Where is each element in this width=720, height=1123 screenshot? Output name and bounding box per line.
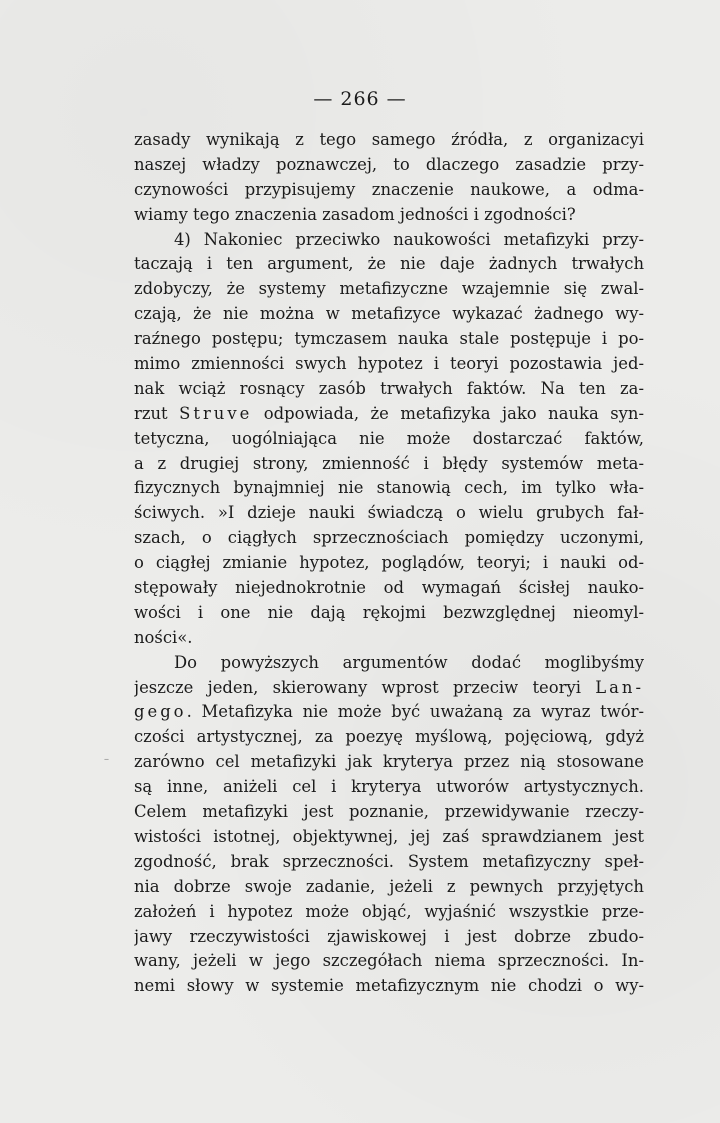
text-line bbox=[134, 700, 644, 725]
text-line bbox=[134, 576, 644, 601]
text-line bbox=[134, 402, 644, 427]
text-line-content: o ciągłej zmianie hypotez, poglądów, teoryi; i nauki od- bbox=[134, 553, 644, 573]
text-line-content: szach, o ciągłych sprzecznościach pomiędzy uczonymi, bbox=[134, 528, 644, 548]
text-line bbox=[134, 128, 644, 153]
text-line-content: rzut bbox=[134, 403, 180, 423]
text-line bbox=[134, 327, 644, 352]
text-line-content: ności«. bbox=[134, 627, 193, 647]
text-line-content: odpowiada, że metafizyka jako nauka syn- bbox=[252, 403, 644, 423]
text-line-content: mimo zmienności swych hypotez i teoryi pozostawia jed- bbox=[134, 354, 644, 374]
text-line-content: tetyczna, uogólniająca nie może dostarczać faktów, bbox=[134, 428, 644, 448]
text-line-content: nak wciąż rosnący zasób trwałych faktów. Na ten za- bbox=[134, 378, 644, 398]
text-line-content: wości i one nie dają rękojmi bezwzględnej nieomyl- bbox=[134, 602, 644, 622]
spaced-name: gego bbox=[134, 702, 187, 722]
text-line bbox=[134, 676, 644, 701]
text-line bbox=[134, 501, 644, 526]
text-line bbox=[134, 352, 644, 377]
text-line-content: Do powyższych argumentów dodać moglibyśmy bbox=[174, 652, 644, 672]
text-line-content: a z drugiej strony, zmienność i błędy systemów meta- bbox=[134, 453, 644, 473]
text-line-content: ściwych. »I dzieje nauki świadczą o wielu grubych fał- bbox=[134, 503, 644, 523]
text-line bbox=[134, 725, 644, 750]
text-line bbox=[134, 252, 644, 277]
text-line bbox=[134, 228, 644, 253]
text-line bbox=[134, 750, 644, 775]
text-line-content: raźnego postępu; tymczasem nauka stale postępuje i po- bbox=[134, 329, 644, 349]
text-line bbox=[134, 601, 644, 626]
text-line bbox=[134, 302, 644, 327]
text-line-content: nemi słowy w systemie metafizycznym nie chodzi o wy- bbox=[134, 976, 644, 996]
text-line bbox=[134, 526, 644, 551]
margin-mark: – bbox=[104, 754, 109, 765]
body-text bbox=[134, 128, 644, 999]
text-line bbox=[134, 153, 644, 178]
text-line bbox=[134, 377, 644, 402]
text-line-content: . Metafizyka nie może być uważaną za wyraz twór- bbox=[186, 702, 644, 722]
text-line bbox=[134, 626, 644, 651]
text-line bbox=[134, 427, 644, 452]
text-line-content: taczają i ten argument, że nie daje żadnych trwałych bbox=[134, 254, 644, 274]
text-line-content: wany, jeżeli w jego szczegółach niema sprzeczności. In- bbox=[134, 951, 644, 971]
text-line-content: jeszcze jeden, skierowany wprost przeciw teoryi bbox=[134, 677, 596, 697]
text-line bbox=[134, 452, 644, 477]
text-line-content: Celem metafizyki jest poznanie, przewidywanie rzeczy- bbox=[134, 802, 644, 822]
text-line-content: zasady wynikają z tego samego źródła, z organizacyi bbox=[134, 130, 644, 149]
text-line-content: zarówno cel metafizyki jak kryterya przez nią stosowane bbox=[134, 752, 644, 772]
text-line bbox=[134, 925, 644, 950]
text-line-content: czynowości przypisujemy znaczenie naukowe, a odma- bbox=[134, 179, 644, 199]
text-line-content: czości artystycznej, za poezyę myślową, pojęciową, gdyż bbox=[134, 727, 644, 747]
text-line bbox=[134, 775, 644, 800]
text-line-content: jawy rzeczywistości zjawiskowej i jest dobrze zbudo- bbox=[134, 926, 644, 946]
text-line bbox=[134, 800, 644, 825]
text-line bbox=[134, 476, 644, 501]
spaced-name: Lan- bbox=[595, 677, 644, 697]
text-line bbox=[134, 900, 644, 925]
text-line-content: naszej władzy poznawczej, to dlaczego zasadzie przy- bbox=[134, 154, 644, 174]
text-line-content: założeń i hypotez może objąć, wyjaśnić wszystkie prze- bbox=[134, 901, 644, 921]
text-line-content: stępowały niejednokrotnie od wymagań ścisłej nauko- bbox=[134, 578, 644, 598]
text-line bbox=[134, 850, 644, 875]
spaced-name: Struve bbox=[179, 403, 253, 423]
text-line-content: są inne, aniżeli cel i kryterya utworów artystycznych. bbox=[134, 777, 644, 797]
text-line bbox=[134, 825, 644, 850]
text-line bbox=[134, 178, 644, 203]
text-line-content: zdobyczy, że systemy metafizyczne wzajemnie się zwal- bbox=[134, 279, 644, 299]
page-number: — 266 — bbox=[313, 88, 407, 110]
text-line-content: wistości istotnej, objektywnej, jej zaś sprawdzianem jest bbox=[134, 826, 644, 846]
text-line-content: zgodność, brak sprzeczności. System metafizyczny speł- bbox=[134, 851, 644, 871]
text-line bbox=[134, 651, 644, 676]
text-line bbox=[134, 875, 644, 900]
text-line-content: wiamy tego znaczenia zasadom jedności i zgodności? bbox=[134, 204, 576, 224]
text-line-content: czają, że nie można w metafizyce wykazać żadnego wy- bbox=[134, 304, 644, 324]
text-line-content: fizycznych bynajmniej nie stanowią cech, im tylko wła- bbox=[134, 478, 644, 498]
text-line-content: 4) Nakoniec przeciwko naukowości metafizyki przy- bbox=[174, 229, 644, 249]
text-line bbox=[134, 551, 644, 576]
text-line-content: nia dobrze swoje zadanie, jeżeli z pewnych przyjętych bbox=[134, 876, 644, 896]
text-line bbox=[134, 974, 644, 999]
text-line bbox=[134, 277, 644, 302]
text-line bbox=[134, 203, 644, 228]
text-line bbox=[134, 949, 644, 974]
